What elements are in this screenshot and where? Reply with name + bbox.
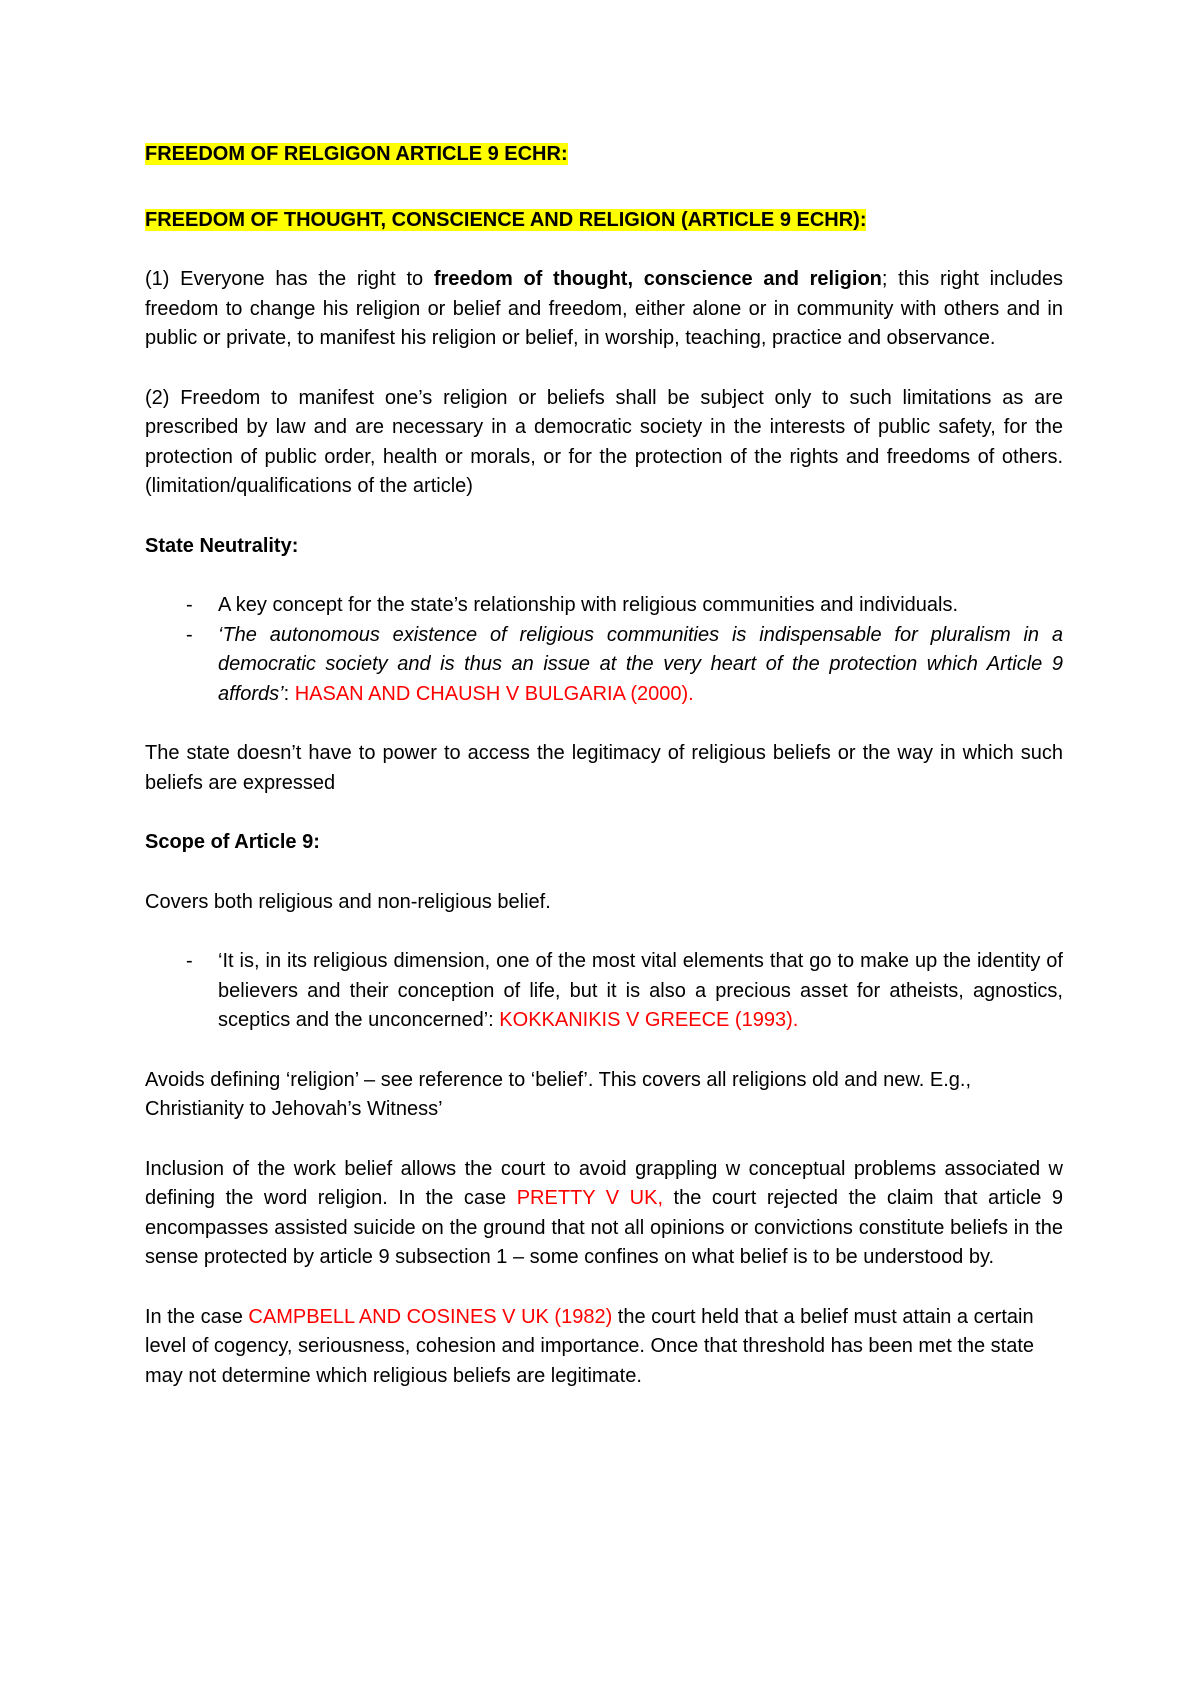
list-item xyxy=(145,947,1063,1036)
campbell-prefix: In the case xyxy=(145,1305,249,1328)
list-item xyxy=(145,621,1063,710)
campbell-suffix: the court held that a belief must attain a certain level of cogency, seriousness, cohesion and importance. Once that threshold has been met the state may not determine which religious beliefs are legitimate. xyxy=(145,1305,1035,1387)
para1-suffix: ; this right includes freedom to change his religion or belief and freedom, either alone or in community with others and in public or private, to manifest his religion or belief, in worship, teaching, practice and observance. xyxy=(145,268,1063,349)
para1-prefix: (1) Everyone has the right to xyxy=(145,268,434,290)
title-highlight: FREEDOM OF RELGIGON ARTICLE 9 ECHR: xyxy=(145,143,568,165)
section-heading-article-9 xyxy=(145,206,1063,236)
inclusion-suffix: the court rejected the claim that article 9 encompasses assisted suicide on the ground that not all opinions or convictions constitute beliefs in the sense protected by article 9 subsection 1 – some confines on what belief is to be understood by. xyxy=(145,1187,1064,1268)
state-neutrality-heading: State Neutrality: xyxy=(145,534,299,557)
dash-bullet: - xyxy=(186,594,193,616)
state-neutrality-list xyxy=(145,591,1063,709)
document-title xyxy=(145,140,1063,170)
inclusion-paragraph xyxy=(145,1155,1063,1273)
bullet-separator: : xyxy=(283,682,295,705)
dash-bullet: - xyxy=(186,623,193,646)
case-citation: KOKKANIKIS V GREECE (1993). xyxy=(499,1009,799,1031)
para1-bold-phrase: freedom of thought, conscience and religion xyxy=(433,268,882,290)
scope-covers-paragraph: Covers both religious and non-religious belief. xyxy=(145,890,551,913)
bullet-quote: ‘It is, in its religious dimension, one of the most vital elements that go to make up the identity of believers and their conception of life, but it is also a precious asset for atheists, agnostics, sceptics and the unconcerned’: xyxy=(218,950,1063,1031)
case-citation: CAMPBELL AND COSINES V UK (1982) xyxy=(248,1305,613,1328)
avoids-defining-paragraph: Avoids defining ‘religion’ – see reference to ‘belief’. This covers all religions old and new. E.g., Christianity to Jehovah’s Witness’ xyxy=(145,1068,972,1120)
bullet-text: A key concept for the state’s relationship with religious communities and individuals. xyxy=(218,594,959,616)
case-citation: HASAN AND CHAUSH V BULGARIA (2000). xyxy=(294,682,694,705)
state-neutrality-paragraph: The state doesn’t have to power to access the legitimacy of religious beliefs or the way in which such beliefs are expressed xyxy=(145,742,1063,794)
article-9-paragraph-2: (2) Freedom to manifest one’s religion or beliefs shall be subject only to such limitations as are prescribed by law and are necessary in a democratic society in the interests of public safety, for the protection of public order, health or morals, or for the protection of the rights and freedoms of others. (limitation/qualifications of the article) xyxy=(145,386,1063,497)
inclusion-prefix: Inclusion of the work belief allows the court to avoid grappling w conceptual problems associated w defining the word religion. In the case xyxy=(145,1157,1063,1209)
document-page xyxy=(145,140,1063,1391)
list-item xyxy=(145,591,1063,621)
bullet-quote: ‘The autonomous existence of religious communities is indispensable for pluralism in a democratic society and is thus an issue at the very heart of the protection which Article 9 affords’ xyxy=(218,623,1063,705)
article-9-paragraph-1 xyxy=(145,265,1063,354)
section-heading-highlight: FREEDOM OF THOUGHT, CONSCIENCE AND RELIGION (ARTICLE 9 ECHR): xyxy=(145,208,867,231)
case-citation: PRETTY V UK, xyxy=(516,1187,664,1209)
scope-list xyxy=(145,947,1063,1036)
scope-heading: Scope of Article 9: xyxy=(145,831,320,853)
dash-bullet: - xyxy=(186,950,193,972)
campbell-paragraph xyxy=(145,1303,1063,1392)
